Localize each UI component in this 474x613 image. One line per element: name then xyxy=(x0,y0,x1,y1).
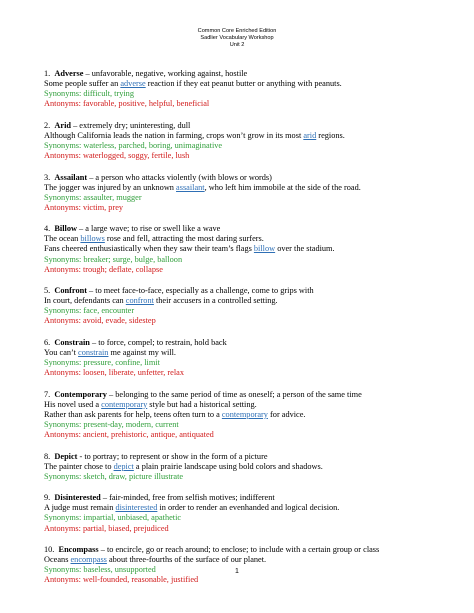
entry-definition: – belonging to the same period of time as oneself; a person of the same time xyxy=(106,389,362,399)
entry-number: 8. xyxy=(44,451,51,461)
entry-definition: – to meet face-to-face, especially as a challenge, come to grips with xyxy=(86,286,314,296)
highlighted-word[interactable]: constrain xyxy=(78,348,109,358)
entry-definition: – a large wave; to rise or swell like a wave xyxy=(76,224,221,234)
example-text: about three-fourths of the surface of our planet. xyxy=(106,555,267,565)
highlighted-word[interactable]: arid xyxy=(303,130,317,140)
example-text: You can’t xyxy=(44,348,79,358)
example-text: their accusers in a controlled setting. xyxy=(153,296,278,306)
antonyms-line: Antonyms: ancient, prehistoric, antique, antiquated xyxy=(44,430,214,440)
highlighted-word[interactable]: contemporary xyxy=(101,399,148,409)
antonyms-line: Antonyms: partial, biased, prejudiced xyxy=(44,523,169,533)
highlighted-word[interactable]: billow xyxy=(253,244,276,254)
example-text: Rather than ask parents for help, teens often turn to a xyxy=(44,409,222,419)
example-text: The jogger was injured by an unknown xyxy=(44,182,177,192)
example-text: in order to render an evenhanded and logical decision. xyxy=(157,503,340,513)
entry-definition: – to encircle, go or reach around; to enclose; to include with a certain group or class xyxy=(98,544,380,554)
entry-word: Depict xyxy=(54,451,78,461)
example-sentence xyxy=(44,183,444,193)
entry-word: Billow xyxy=(54,224,77,234)
example-text: , who left him immobile at the side of the road. xyxy=(204,182,361,192)
entry-heading xyxy=(44,338,444,348)
example-sentence xyxy=(44,244,444,254)
example-sentence xyxy=(44,348,444,358)
example-text: style but had a historical setting. xyxy=(147,399,257,409)
highlighted-word[interactable]: confront xyxy=(125,296,154,306)
vocab-entry xyxy=(44,286,444,326)
entry-word: Adverse xyxy=(54,69,84,78)
entry-number: 2. xyxy=(44,120,51,130)
entry-heading xyxy=(44,493,444,503)
synonyms-line: Synonyms: present-day, modern, current xyxy=(44,419,179,429)
antonyms-line: Antonyms: trough; deflate, collapse xyxy=(44,264,163,274)
synonyms-line: Synonyms: impartial, unbiased, apathetic xyxy=(44,513,182,523)
synonyms-line: Synonyms: pressure, confine, limit xyxy=(44,358,160,368)
antonyms-line: Antonyms: victim, prey xyxy=(44,202,124,212)
example-sentence xyxy=(44,79,444,89)
highlighted-word[interactable]: assailant xyxy=(176,182,205,192)
entry-heading xyxy=(44,224,444,234)
synonyms-line: Synonyms: assaulter, mugger xyxy=(44,192,142,202)
highlighted-word[interactable]: encompass xyxy=(70,555,107,565)
example-text: Fans cheered enthusiastically when they saw their team’s flags xyxy=(44,244,254,254)
vocabulary-list xyxy=(44,69,444,597)
example-text: A judge must remain xyxy=(44,503,116,513)
vocab-entry xyxy=(44,224,444,274)
antonyms-line: Antonyms: loosen, liberate, unfetter, relax xyxy=(44,368,184,378)
example-text: reaction if they eat peanut butter or anything with peanuts. xyxy=(145,79,342,89)
entry-word: Confront xyxy=(54,286,87,296)
entry-heading xyxy=(44,452,444,462)
example-text: Oceans xyxy=(44,555,71,565)
vocab-entry xyxy=(44,493,444,533)
example-text: Some people suffer an xyxy=(44,79,121,89)
example-text: Although California leads the nation in farming, crops won’t grow in its most xyxy=(44,130,304,140)
page-number: 1 xyxy=(235,568,239,575)
highlighted-word[interactable]: billows xyxy=(80,234,105,244)
synonyms-line: Synonyms: difficult, trying xyxy=(44,89,134,99)
vocab-entry xyxy=(44,545,444,585)
entry-number: 9. xyxy=(44,493,51,503)
synonyms-line: Synonyms: baseless, unsupported xyxy=(44,565,156,575)
antonyms-line: Antonyms: waterlogged, soggy, fertile, lush xyxy=(44,151,190,161)
example-text: His novel used a xyxy=(44,399,102,409)
entry-word: Arid xyxy=(54,120,71,130)
entry-heading xyxy=(44,173,444,183)
example-text: me against my will. xyxy=(108,348,176,358)
highlighted-word[interactable]: depict xyxy=(113,461,134,471)
entry-definition: - to portray; to represent or show in the form of a picture xyxy=(77,451,268,461)
entry-heading xyxy=(44,286,444,296)
antonyms-line: Antonyms: avoid, evade, sidestep xyxy=(44,316,156,326)
example-text: rose and fell, attracting the most daring surfers. xyxy=(104,234,264,244)
vocab-entry xyxy=(44,173,444,213)
entry-word: Disinterested xyxy=(54,493,101,503)
entry-word: Contemporary xyxy=(54,389,107,399)
synonyms-line: Synonyms: sketch, draw, picture illustrate xyxy=(44,471,184,481)
example-sentence xyxy=(44,131,444,141)
antonyms-line: Antonyms: favorable, positive, helpful, beneficial xyxy=(44,99,210,109)
vocab-entry xyxy=(44,338,444,378)
synonyms-line: Synonyms: breaker; surge, bulge, balloon xyxy=(44,254,183,264)
example-sentence xyxy=(44,296,444,306)
document-header xyxy=(0,28,474,50)
entry-number: 7. xyxy=(44,389,51,399)
entry-definition: – fair-minded, free from selfish motives; indifferent xyxy=(100,493,275,503)
entry-number: 10. xyxy=(44,544,55,554)
example-text: regions. xyxy=(316,130,345,140)
entry-number: 3. xyxy=(44,172,51,182)
antonyms-line: Antonyms: well-founded, reasonable, justified xyxy=(44,575,199,585)
example-text: over the stadium. xyxy=(275,244,335,254)
entry-definition: – extremely dry; uninteresting, dull xyxy=(71,120,191,130)
entry-definition: – to force, compel; to restrain, hold back xyxy=(89,337,227,347)
synonyms-line: Synonyms: face, encounter xyxy=(44,306,135,316)
entry-number: 4. xyxy=(44,224,51,234)
synonyms-line: Synonyms: waterless, parched, boring, unimaginative xyxy=(44,140,223,150)
entry-word: Encompass xyxy=(58,544,99,554)
vocab-entry xyxy=(44,452,444,482)
example-text: The ocean xyxy=(44,234,81,244)
vocab-entry xyxy=(44,121,444,161)
entry-definition: – a person who attacks violently (with blows or words) xyxy=(87,172,272,182)
header-unit: Unit 2 xyxy=(229,42,245,49)
vocab-entry xyxy=(44,69,444,109)
highlighted-word[interactable]: adverse xyxy=(120,79,146,89)
entry-number: 5. xyxy=(44,286,51,296)
header-series: Sadlier Vocabulary Workshop xyxy=(200,35,274,42)
header-edition: Common Core Enriched Edition xyxy=(197,28,277,34)
entry-heading xyxy=(44,121,444,131)
example-sentence xyxy=(44,400,444,410)
highlighted-word[interactable]: disinterested xyxy=(115,503,158,513)
example-sentence xyxy=(44,503,444,513)
entry-definition: – unfavorable, negative, working against, hostile xyxy=(83,69,248,78)
highlighted-word[interactable]: contemporary xyxy=(221,409,268,419)
vocab-entry xyxy=(44,390,444,440)
entry-heading xyxy=(44,69,444,79)
example-sentence xyxy=(44,462,444,472)
entry-word: Assailant xyxy=(54,172,88,182)
example-sentence xyxy=(44,234,444,244)
entry-word: Constrain xyxy=(54,337,90,347)
example-text: for advice. xyxy=(267,409,306,419)
entry-heading xyxy=(44,545,444,555)
entry-number: 6. xyxy=(44,337,51,347)
example-text: In court, defendants can xyxy=(44,296,126,306)
entry-heading xyxy=(44,390,444,400)
example-text: a plain prairie landscape using bold colors and shadows. xyxy=(133,461,323,471)
example-sentence xyxy=(44,410,444,420)
example-sentence xyxy=(44,555,444,565)
example-text: The painter chose to xyxy=(44,461,114,471)
entry-number: 1. xyxy=(44,69,51,78)
